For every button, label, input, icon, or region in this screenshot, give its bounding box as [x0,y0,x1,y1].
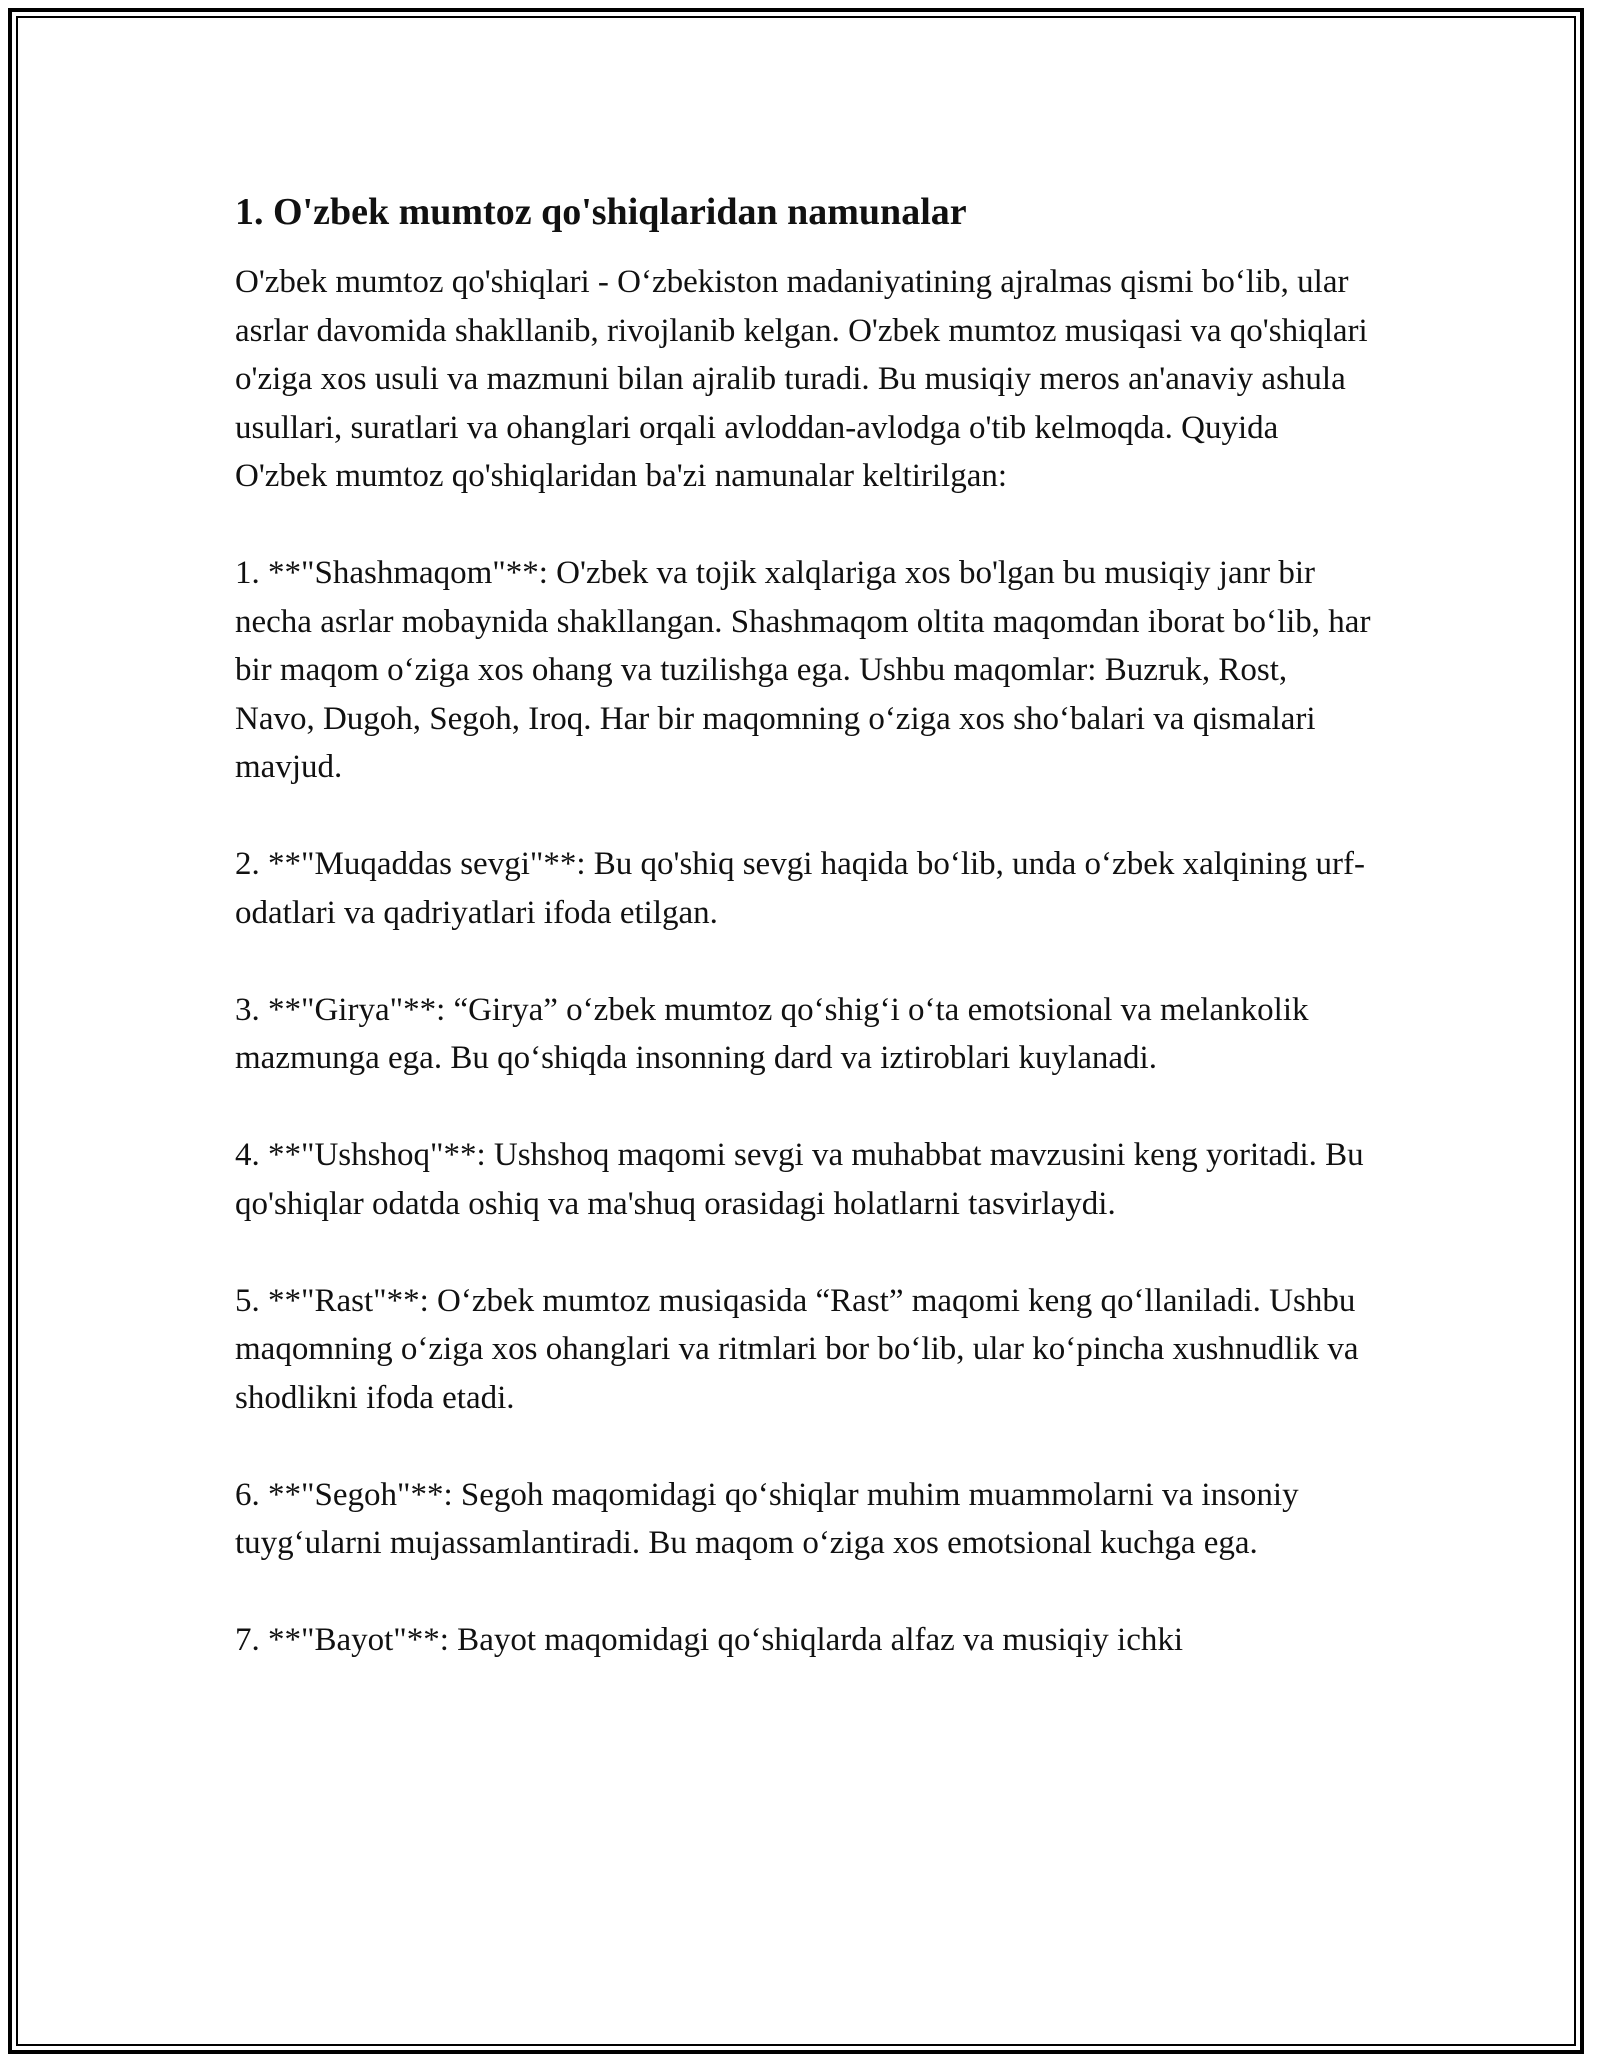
list-item-girya: 3. **"Girya"**: “Girya” o‘zbek mumtoz qo‘shig‘i o‘ta emotsional va melankolik mazmunga ega. Bu qo‘shiqda insonning dard va iztiroblari kuylanadi. [235,991,1309,1076]
list-item-muqaddas-sevgi: 2. **"Muqaddas sevgi"**: Bu qo'shiq sevgi haqida bo‘lib, unda o‘zbek xalqining urf-odatlari va qadriyatlari ifoda etilgan. [235,846,1365,931]
list-item-segoh: 6. **"Segoh"**: Segoh maqomidagi qo‘shiqlar muhim muammolarni va insoniy tuyg‘ularni mujassamlantiradi. Bu maqom o‘ziga xos emotsional kuchga ega. [235,1476,1299,1561]
list-item-ushshoq: 4. **"Ushshoq"**: Ushshoq maqomi sevgi va muhabbat mavzusini keng yoritadi. Bu qo'shiqlar odatda oshiq va ma'shuq orasidagi holatlarni tasvirlaydi. [235,1137,1364,1222]
list-item-rast: 5. **"Rast"**: O‘zbek mumtoz musiqasida “Rast” maqomi keng qo‘llaniladi. Ushbu maqomning o‘ziga xos ohanglari va ritmlari bor bo‘lib, ular ko‘pincha xushnudlik va shodlikni ifoda etadi. [235,1282,1359,1416]
intro-paragraph: O'zbek mumtoz qo'shiqlari - O‘zbekiston madaniyatining ajralmas qismi bo‘lib, ular asrlar davomida shakllanib, rivojlanib kelgan. O'zbek mumtoz musiqasi va qo'shiqlari o'ziga xos usuli va mazmuni bilan ajralib turadi. Bu musiqiy meros an'anaviy ashula usullari, suratlari va ohanglari orqali avloddan-avlodga o'tib kelmoqda. Quyida O'zbek mumtoz qo'shiqlaridan ba'zi namunalar keltirilgan: [235,264,1368,494]
document-body [235,186,1375,1665]
list-item-shashmaqom: 1. **"Shashmaqom"**: O'zbek va tojik xalqlariga xos bo'lgan bu musiqiy janr bir necha asrlar mobaynida shakllangan. Shashmaqom oltita maqomdan iborat bo‘lib, har bir maqom o‘ziga xos ohang va tuzilishga ega. Ushbu maqomlar: Buzruk, Rost, Navo, Dugoh, Segoh, Iroq. Har bir maqomning o‘ziga xos sho‘balari va qismalari mavjud. [235,555,1371,785]
document-title: 1. O'zbek mumtoz qo'shiqlaridan namunalar [235,191,967,233]
list-item-bayot: 7. **"Bayot"**: Bayot maqomidagi qo‘shiqlarda alfaz va musiqiy ichki [235,1622,1184,1658]
